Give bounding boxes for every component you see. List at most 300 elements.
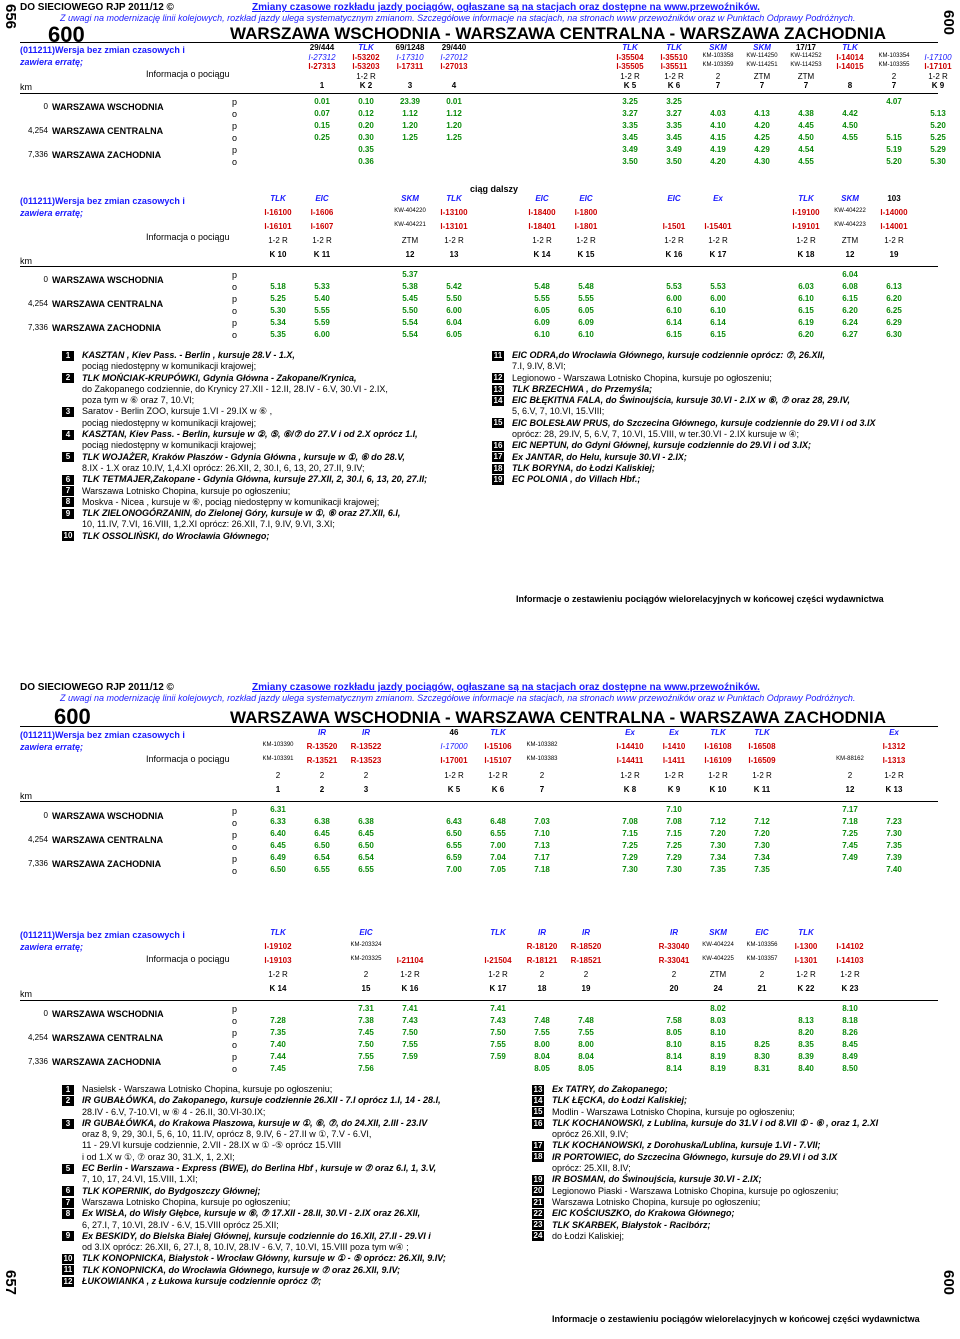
header-cell: K 16 — [401, 984, 419, 993]
time-cell: 7.48 — [534, 1016, 550, 1025]
time-cell: 4.42 — [842, 109, 858, 118]
time-cell: 3.27 — [666, 109, 682, 118]
station-name: WARSZAWA WSCHODNIA — [52, 811, 164, 821]
time-cell: 8.25 — [754, 1040, 770, 1049]
time-cell: 7.34 — [710, 853, 726, 862]
header-cell: I-17310 — [396, 53, 424, 62]
footnote-number — [62, 1175, 74, 1185]
time-cell: 7.40 — [270, 1040, 286, 1049]
time-cell: 3.50 — [622, 157, 638, 166]
footnote-number: 16 — [493, 441, 503, 450]
time-cell: 6.19 — [798, 318, 814, 327]
footnote — [532, 1197, 932, 1208]
time-cell: 8.35 — [798, 1040, 814, 1049]
footnote — [492, 440, 932, 451]
time-cell: 8.04 — [578, 1052, 594, 1061]
time-cell: 6.27 — [842, 330, 858, 339]
footnote-number: 19 — [533, 1175, 543, 1184]
header-cell: KM-103382 — [526, 742, 558, 748]
time-cell: 7.34 — [754, 853, 770, 862]
header-cell: R-13520 — [306, 742, 338, 751]
time-cell: 6.09 — [534, 318, 550, 327]
time-cell: 6.15 — [842, 294, 858, 303]
time-cell: 7.31 — [358, 1004, 374, 1013]
footnote-number: 5 — [62, 1164, 74, 1174]
time-cell: 5.40 — [314, 294, 330, 303]
station-km: 4,254 — [27, 126, 48, 135]
time-cell: 4.50 — [798, 133, 814, 142]
footnote-text: Ex BESKIDY, do Bielska Białej Głównej, kursuje codziennie do 16.XII, 27.II - 29.VI i — [82, 1230, 431, 1241]
footnote — [532, 1095, 932, 1106]
arr-dep-marker: p — [232, 1052, 238, 1062]
arr-dep-marker: o — [232, 330, 238, 340]
time-cell: 7.00 — [446, 865, 462, 874]
header-cell: KW-404221 — [394, 222, 426, 228]
header-cell: ZTM — [797, 72, 815, 81]
station-km: 0 — [43, 1009, 48, 1018]
header-cell: 2 — [363, 970, 369, 979]
time-cell: 8.15 — [710, 1040, 726, 1049]
footnote-number: 16 — [533, 1118, 543, 1128]
time-cell: 7.15 — [666, 829, 682, 838]
header-cell: TLK — [666, 43, 682, 52]
footnote-number: 13 — [493, 384, 503, 394]
footnote-text: EC POLONIA , do Villach Hbf.; — [512, 474, 641, 485]
time-cell: 7.10 — [666, 805, 682, 814]
footnote — [62, 384, 492, 395]
footnote — [62, 531, 492, 542]
footnote-number: 7 — [62, 486, 74, 496]
station-name: WARSZAWA CENTRALNA — [52, 126, 164, 136]
footnote — [62, 1186, 532, 1197]
time-cell: 7.55 — [534, 1028, 550, 1037]
header-cell: I-1312 — [882, 742, 906, 751]
time-cell: 4.30 — [754, 157, 770, 166]
time-cell: 6.14 — [666, 318, 682, 327]
time-cell: 7.50 — [402, 1028, 418, 1037]
header-cell: ZTM — [709, 970, 727, 979]
footnote-text: do Zakopanego codziennie, do Krynicy 27.XII - 12.II, 28.IV - 6.V, 30.VI - 2.IX, — [82, 383, 388, 394]
footnote-number: 11 — [63, 1265, 73, 1275]
header-cell: KW-404222 — [834, 208, 866, 214]
time-cell: 5.37 — [402, 270, 418, 279]
station-km: 7,336 — [27, 1057, 48, 1066]
source-label: DO SIECIOWEGO RJP 2011/12 © — [20, 682, 174, 693]
header-cell: SKM — [401, 194, 419, 203]
footnote-number: 1 — [62, 351, 74, 361]
header-cell: 20 — [669, 984, 679, 993]
time-cell: 7.29 — [622, 853, 638, 862]
footnote — [532, 1231, 932, 1242]
header-cell: 1-2 R — [884, 236, 904, 245]
footnote — [62, 1118, 532, 1129]
time-cell: 4.50 — [842, 121, 858, 130]
footnote-text: pociąg niedostępny w komunikacji krajowej; — [82, 440, 257, 451]
time-cell: 8.40 — [798, 1064, 814, 1073]
time-cell: 0.12 — [358, 109, 374, 118]
header-cell: 103 — [887, 194, 901, 203]
header-cell: R-33041 — [658, 956, 690, 965]
footnote — [62, 1242, 532, 1253]
time-cell: 7.13 — [534, 841, 550, 850]
header-cell: EIC — [755, 928, 769, 937]
footnote — [492, 474, 932, 485]
footnote-number: 22 — [533, 1208, 543, 1218]
table-number: 600 — [48, 22, 85, 47]
time-cell: 8.26 — [842, 1028, 858, 1037]
footnote-text: TLK OSSOLIŃSKI, do Wrocławia Głównego; — [82, 530, 270, 541]
footnote-number: 9 — [62, 509, 74, 519]
change-notice-link[interactable]: Zmiany czasowe rozkładu jazdy pociągów, ogłaszane są na stacjach oraz dostępne na www.przewoźników. — [252, 682, 760, 693]
header-cell: I-1301 — [794, 956, 818, 965]
footnote-text: IR BOSMAN, do Świnoujścia, kursuje 30.VI - 2.IX; — [552, 1174, 762, 1185]
station-km: 7,336 — [27, 859, 48, 868]
time-cell: 8.39 — [798, 1052, 814, 1061]
route-title: WARSZAWA WSCHODNIA - WARSZAWA CENTRALNA - WARSZAWA ZACHODNIA — [230, 708, 887, 727]
station-name: WARSZAWA ZACHODNIA — [52, 859, 162, 869]
time-cell: 6.45 — [314, 829, 330, 838]
time-cell: 8.50 — [842, 1064, 858, 1073]
header-cell: 1-2 R — [312, 236, 332, 245]
footnote-number — [62, 1141, 74, 1151]
arr-dep-marker: p — [232, 830, 238, 840]
header-cell: I-16108 — [704, 742, 732, 751]
header-cell: 2 — [583, 970, 589, 979]
header-cell: I-14000 — [880, 208, 908, 217]
footnote — [492, 406, 932, 417]
arr-dep-marker: p — [232, 97, 238, 107]
footnote — [62, 463, 492, 474]
arr-dep-marker: o — [232, 157, 238, 167]
header-cell: I-35511 — [660, 62, 688, 71]
header-cell: 1 — [275, 785, 281, 794]
time-cell: 7.28 — [270, 1016, 286, 1025]
header-cell: KM-103391 — [262, 756, 294, 762]
arr-dep-marker: o — [232, 133, 238, 143]
header-cell: 7 — [539, 785, 545, 794]
header-cell: I-35504 — [616, 53, 644, 62]
header-cell: 1-2 R — [708, 236, 728, 245]
time-cell: 5.38 — [402, 282, 418, 291]
time-cell: 6.00 — [314, 330, 330, 339]
time-cell: 8.49 — [842, 1052, 858, 1061]
time-cell: 5.29 — [930, 145, 946, 154]
time-cell: 8.45 — [842, 1040, 858, 1049]
footnote-number: 10 — [63, 1254, 73, 1264]
header-cell: KM-103357 — [746, 956, 778, 962]
header-cell: Ex — [713, 194, 723, 203]
time-cell: 8.14 — [666, 1052, 682, 1061]
header-cell: I-53202 — [352, 53, 380, 62]
time-cell: 5.25 — [930, 133, 946, 142]
time-cell: 7.39 — [886, 853, 902, 862]
time-cell: 3.45 — [666, 133, 682, 142]
time-cell: 7.55 — [490, 1040, 506, 1049]
header-cell: SKM — [709, 928, 727, 937]
arr-dep-marker: p — [232, 270, 238, 280]
time-cell: 6.00 — [666, 294, 682, 303]
footnote-number: 12 — [63, 1276, 73, 1286]
time-cell: 8.05 — [578, 1064, 594, 1073]
time-cell: 5.54 — [402, 318, 418, 327]
change-notice-link[interactable]: Zmiany czasowe rozkładu jazdy pociągów, ogłaszane są na stacjach oraz dostępne na www.przewoźników. — [252, 2, 760, 13]
header-cell: I-13101 — [440, 222, 468, 231]
time-cell: 6.08 — [842, 282, 858, 291]
time-cell: 4.45 — [798, 121, 814, 130]
footnote-text: EIC KOŚCIUSZKO, do Krakowa Głównego; — [552, 1208, 735, 1219]
station-km: 7,336 — [27, 150, 48, 159]
station-name: WARSZAWA WSCHODNIA — [52, 102, 164, 112]
timetable-block — [20, 930, 938, 1080]
footnote-number — [492, 407, 504, 417]
header-cell: 2 — [319, 771, 325, 780]
time-cell: 7.04 — [490, 853, 506, 862]
footnote-number — [492, 430, 504, 440]
header-cell: I-16509 — [748, 756, 776, 765]
time-cell: 5.13 — [930, 109, 946, 118]
footnote-text: TLK MOŃCIAK-KRUPÓWKI, Gdynia Główna - Zakopane/Krynica, — [82, 372, 357, 383]
footnote-text: od 3.IX oprócz: 26.XII, 6, 27.I, 8, 10.IV, 28.IV - 6.V, 7, 10.VI, 15.VIII poza tym w④ ; — [82, 1242, 409, 1253]
header-cell: R-13521 — [306, 756, 338, 765]
time-cell: 5.20 — [886, 157, 902, 166]
time-cell: 7.35 — [886, 841, 902, 850]
header-cell: KM-103356 — [746, 942, 778, 948]
footnote-number: 9 — [62, 1231, 74, 1241]
header-cell: I-15106 — [484, 742, 512, 751]
time-cell: 6.59 — [446, 853, 462, 862]
footnote — [62, 1107, 532, 1118]
time-cell: 6.31 — [270, 805, 286, 814]
time-cell: 0.30 — [358, 133, 374, 142]
time-cell: 8.00 — [534, 1040, 550, 1049]
table-number-side: 600 — [940, 1270, 957, 1296]
time-cell: 6.55 — [314, 865, 330, 874]
footnote-text: Ex JANTAR, do Helu, kursuje 30.VI - 2.IX; — [512, 451, 687, 462]
time-cell: 5.59 — [314, 318, 330, 327]
header-cell: 17/17 — [795, 43, 817, 52]
header-cell: I-19101 — [792, 222, 820, 231]
time-cell: 4.03 — [710, 109, 726, 118]
time-cell: 7.50 — [490, 1028, 506, 1037]
time-cell: 5.48 — [534, 282, 550, 291]
header-cell: I-17001 — [440, 756, 468, 765]
time-cell: 5.18 — [270, 282, 286, 291]
footnote — [62, 1231, 532, 1242]
header-cell: I-15401 — [704, 222, 732, 231]
time-cell: 4.25 — [754, 133, 770, 142]
time-cell: 6.50 — [446, 829, 462, 838]
header-cell: I-53203 — [352, 62, 380, 71]
header-cell: 2 — [275, 771, 281, 780]
time-cell: 6.10 — [666, 306, 682, 315]
time-cell: 5.55 — [534, 294, 550, 303]
header-cell: I-14001 — [880, 222, 908, 231]
footnote — [492, 395, 932, 406]
header-cell: I-15107 — [484, 756, 512, 765]
header-cell: I-1800 — [574, 208, 598, 217]
header-cell: K 13 — [885, 785, 903, 794]
divider — [20, 726, 938, 727]
header-cell: 3 — [363, 785, 369, 794]
time-cell: 5.45 — [402, 294, 418, 303]
time-cell: 7.38 — [358, 1016, 374, 1025]
timetable-block — [20, 196, 938, 346]
header-cell: I-17100 — [924, 53, 952, 62]
footnote-text: Saratov - Berlin ZOO, kursuje 1.VI - 29.IX w ⑥ , — [82, 406, 273, 417]
time-cell: 5.20 — [930, 121, 946, 130]
time-cell: 4.54 — [798, 145, 814, 154]
footnote — [532, 1152, 932, 1163]
time-cell: 8.31 — [754, 1064, 770, 1073]
header-cell: I-1607 — [310, 222, 334, 231]
header-cell: 29/440 — [441, 43, 467, 52]
time-cell: 0.07 — [314, 109, 330, 118]
time-cell: 5.55 — [314, 306, 330, 315]
footnote — [62, 1265, 532, 1276]
footnote-text: Moskva - Nicea , kursuje w ⑥, pociąg niedostępny w komunikacji krajowej; — [82, 496, 380, 507]
header-cell: 1-2 R — [268, 236, 288, 245]
time-cell: 6.50 — [270, 865, 286, 874]
station-km: 4,254 — [27, 1033, 48, 1042]
header-cell: IR — [670, 928, 678, 937]
header-cell: SKM — [841, 194, 859, 203]
version-label: (011211)Wersja bez zmian czasowych i — [20, 196, 185, 206]
header-cell: KW-114251 — [746, 62, 778, 68]
time-cell: 6.04 — [446, 318, 462, 327]
header-cell: I-16109 — [704, 756, 732, 765]
time-cell: 8.20 — [798, 1028, 814, 1037]
version-label: (011211)Wersja bez zmian czasowych i — [20, 930, 185, 940]
time-cell: 6.40 — [270, 829, 286, 838]
header-cell: 2 — [539, 771, 545, 780]
header-cell: I-17311 — [396, 62, 424, 71]
time-cell: 5.53 — [710, 282, 726, 291]
footnote — [62, 474, 492, 485]
time-cell: 7.49 — [842, 853, 858, 862]
time-cell: 6.03 — [798, 282, 814, 291]
header-cell: I-19103 — [264, 956, 292, 965]
footnote — [62, 1163, 532, 1174]
footnotes-left — [62, 1084, 532, 1287]
divider — [20, 266, 938, 267]
footnote-text: KASZTAN , Kiev Pass. - Berlin , kursuje 28.V - 1.X, — [82, 350, 295, 360]
time-cell: 8.05 — [666, 1028, 682, 1037]
time-cell: 4.19 — [710, 145, 726, 154]
header-cell: IR — [538, 928, 546, 937]
footnote-text: TLK KOPERNIK, do Bydgoszczy Głównej; — [82, 1185, 261, 1196]
footnote-text: 7.I, 9.IV, 8.VI; — [512, 361, 566, 372]
footnote-text: Modlin - Warszawa Lotnisko Chopina, kursuje po ogłoszeniu; — [552, 1106, 795, 1117]
footnote-text: Ex WISŁA, do Wisły Głębce, kursuje w ⑥, ⑦ 17.XII - 28.II, 30.VI - 2.IX oraz 26.XII, — [82, 1208, 421, 1219]
header-cell: I-18400 — [528, 208, 556, 217]
header-cell: I-14102 — [836, 942, 864, 951]
time-cell: 7.40 — [886, 865, 902, 874]
time-cell: 6.20 — [842, 306, 858, 315]
time-cell: 0.10 — [358, 97, 374, 106]
footnote-text: EC Berlin - Warszawa - Express (BWE), do Berlina Hbf , kursuje w ⑦ oraz 6.I, 1, 3.V, — [82, 1163, 437, 1174]
footnote-number: 19 — [493, 474, 503, 484]
arr-dep-marker: p — [232, 1028, 238, 1038]
time-cell: 5.25 — [270, 294, 286, 303]
time-cell: 6.20 — [798, 330, 814, 339]
footnote-number: 21 — [533, 1197, 543, 1207]
time-cell: 3.49 — [622, 145, 638, 154]
footnote-text: Nasielsk - Warszawa Lotnisko Chopina, kursuje po ogłoszeniu; — [82, 1084, 333, 1094]
time-cell: 6.15 — [710, 330, 726, 339]
time-cell: 7.10 — [534, 829, 550, 838]
header-cell: K 6 — [491, 785, 505, 794]
header-cell: R-13522 — [350, 742, 382, 751]
header-cell: I-1313 — [882, 756, 906, 765]
footnote-number: 14 — [493, 395, 503, 405]
arr-dep-marker: p — [232, 318, 238, 328]
station-km: 0 — [43, 811, 48, 820]
time-cell: 3.50 — [666, 157, 682, 166]
time-cell: 6.00 — [446, 306, 462, 315]
footnote — [492, 429, 932, 440]
header-cell: 1-2 R — [576, 236, 596, 245]
footnote — [62, 373, 492, 384]
header-cell: 21 — [757, 984, 767, 993]
time-cell: 0.15 — [314, 121, 330, 130]
footnotes-right — [532, 1084, 932, 1242]
header-cell: 8 — [847, 81, 853, 90]
header-cell: I-1300 — [794, 942, 818, 951]
footnote — [62, 1253, 532, 1264]
footnote-text: IR PORTOWIEC, do Szczecina Głównego, kursuje do 29.VI i od 3.IX — [552, 1151, 838, 1162]
page-number-left: 657 — [2, 1270, 19, 1296]
header-cell: K 14 — [269, 984, 287, 993]
header-cell: I-14410 — [616, 742, 644, 751]
time-cell: 0.35 — [358, 145, 374, 154]
modernization-note: Z uwagi na modernizację linii kolejowych, rozkład jazdy ulega systematycznym zmianom. Szczegółowe informacje na stacjach, na stronach www przewoźników oraz w Punktach Odprawy Podróżnych. — [60, 693, 856, 703]
header-cell: K 2 — [359, 81, 373, 90]
time-cell: 4.55 — [842, 133, 858, 142]
time-cell: 6.05 — [446, 330, 462, 339]
footnote-number: 5 — [62, 452, 74, 462]
header-cell: TLK — [270, 194, 286, 203]
header-cell: TLK — [490, 928, 506, 937]
route-title: WARSZAWA WSCHODNIA - WARSZAWA CENTRALNA - WARSZAWA ZACHODNIA — [230, 24, 887, 43]
time-cell: 7.44 — [270, 1052, 286, 1061]
time-cell: 7.43 — [402, 1016, 418, 1025]
footnote-text: Legionowo - Warszawa Lotnisko Chopina, kursuje po ogłoszeniu; — [512, 372, 772, 383]
arr-dep-marker: o — [232, 282, 238, 292]
timetable-block — [20, 43, 952, 195]
header-cell: TLK — [358, 43, 374, 52]
footnote-text: TLK TETMAJER,Zakopane - Gdynia Główna, kursuje 27.XII, 2, 30.I, 6, 13, 20, 27.II; — [82, 474, 428, 485]
time-cell: 5.53 — [666, 282, 682, 291]
time-cell: 6.30 — [886, 330, 902, 339]
footnote-text: pociąg niedostępny w komunikacji krajowej; — [82, 417, 257, 428]
arr-dep-marker: o — [232, 109, 238, 119]
footnote-text: 7, 10, 17, 24.VI, 15.VIII, 1.XI; — [82, 1174, 198, 1185]
time-cell: 6.10 — [798, 294, 814, 303]
time-cell: 3.35 — [622, 121, 638, 130]
header-cell: K 17 — [709, 250, 727, 259]
header-cell: I-14014 — [836, 53, 864, 62]
header-cell: EIC — [359, 928, 373, 937]
time-cell: 6.15 — [666, 330, 682, 339]
header-cell: TLK — [754, 728, 770, 737]
header-cell: TLK — [622, 43, 638, 52]
time-cell: 8.04 — [534, 1052, 550, 1061]
footnote — [62, 1095, 532, 1106]
footnote-text: Ex TATRY, do Zakopanego; — [552, 1084, 668, 1094]
header-cell: 7 — [803, 81, 809, 90]
arr-dep-marker: o — [232, 818, 238, 828]
footnote-number: 11 — [493, 350, 503, 360]
